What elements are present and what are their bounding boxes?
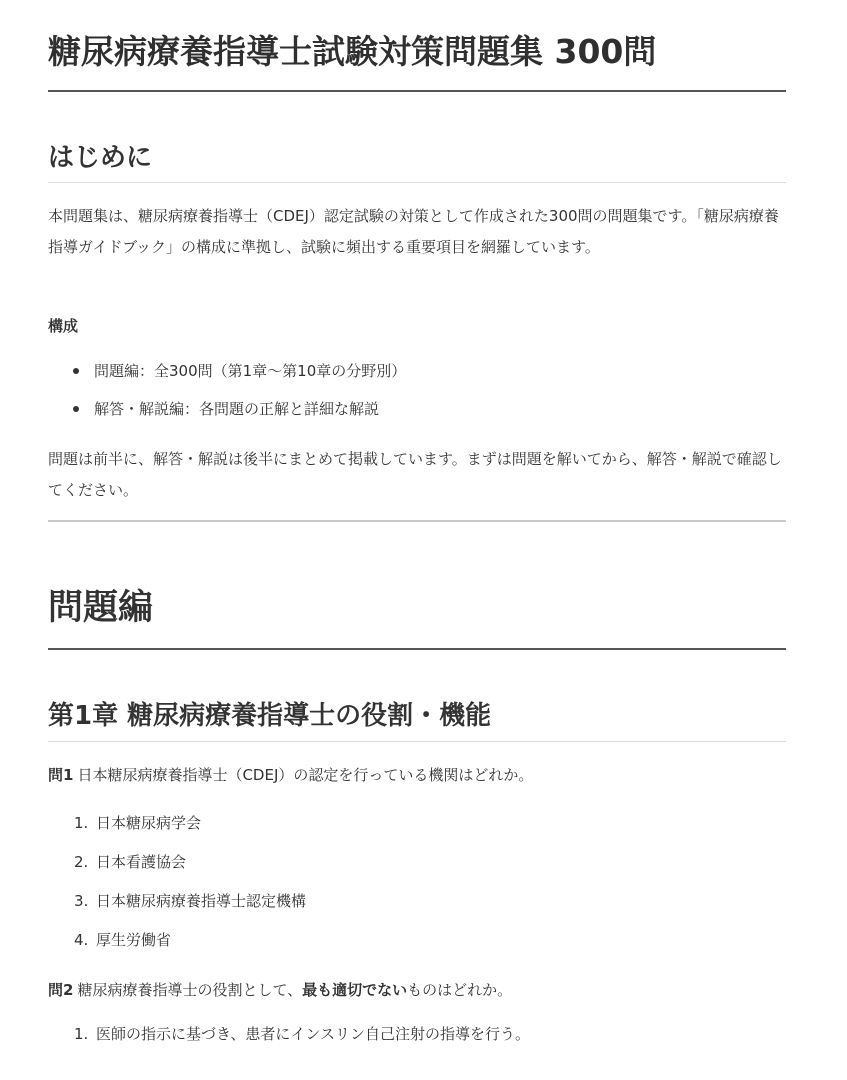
part-heading: 問題編	[48, 588, 154, 628]
question-emphasis: 最も適切でない	[302, 981, 408, 999]
question-number: 問2	[48, 981, 74, 999]
composition-label: 構成	[48, 317, 79, 335]
section-divider	[48, 520, 786, 522]
composition-list	[48, 352, 406, 428]
option-text: 厚生労働省	[96, 931, 172, 949]
option-text: 日本糖尿病療養指導士認定機構	[96, 892, 307, 910]
question-1	[48, 763, 533, 787]
document-title: 糖尿病療養指導士試験対策問題集 300問	[48, 32, 657, 71]
option-number: 4.	[74, 931, 89, 949]
intro-heading-divider	[48, 182, 786, 183]
option-number: 2.	[74, 853, 89, 871]
intro-paragraph-2: 問題は前半に、解答・解説は後半にまとめて掲載しています。まずは問題を解いてから、解答・解説で確認してください。	[48, 450, 782, 499]
question-2	[48, 978, 512, 1002]
option-text: 日本看護協会	[96, 853, 187, 871]
question-number: 問1	[48, 766, 74, 784]
option-item	[48, 843, 306, 882]
option-number: 1.	[74, 814, 89, 832]
intro-paragraph-1: 本問題集は、糖尿病療養指導士（CDEJ）認定試験の対策として作成された300問の問題集です。「糖尿病療養指導ガイドブック」の構成に準拠し、試験に頻出する重要項目を網羅しています。	[48, 207, 779, 256]
composition-item-text: 解答・解説編：各問題の正解と詳細な解説	[94, 400, 380, 418]
option-text: 医師の指示に基づき、患者にインスリン自己注射の指導を行う。	[96, 1025, 530, 1043]
option-item	[48, 804, 306, 843]
option-item	[48, 921, 306, 960]
intro-heading: はじめに	[48, 143, 153, 173]
part-heading-divider	[48, 648, 786, 650]
title-divider	[48, 90, 786, 92]
question-1-options	[48, 804, 306, 960]
bullet-icon	[73, 368, 79, 374]
question-text-before: 糖尿病療養指導士の役割として、	[77, 981, 303, 999]
composition-item	[48, 390, 406, 428]
question-text: 日本糖尿病療養指導士（CDEJ）の認定を行っている機関はどれか。	[77, 766, 534, 784]
option-number: 1.	[74, 1025, 89, 1043]
chapter-heading-divider	[48, 741, 786, 742]
bullet-icon	[73, 406, 79, 412]
option-item	[48, 1015, 530, 1054]
option-text: 日本糖尿病学会	[96, 814, 202, 832]
question-text-after: ものはどれか。	[407, 981, 513, 999]
option-number: 3.	[74, 892, 89, 910]
question-2-options	[48, 1015, 530, 1054]
composition-item-text: 問題編：全300問（第1章〜第10章の分野別）	[94, 362, 407, 380]
chapter-heading: 第1章 糖尿病療養指導士の役割・機能	[48, 701, 492, 731]
option-item	[48, 882, 306, 921]
composition-item	[48, 352, 406, 390]
